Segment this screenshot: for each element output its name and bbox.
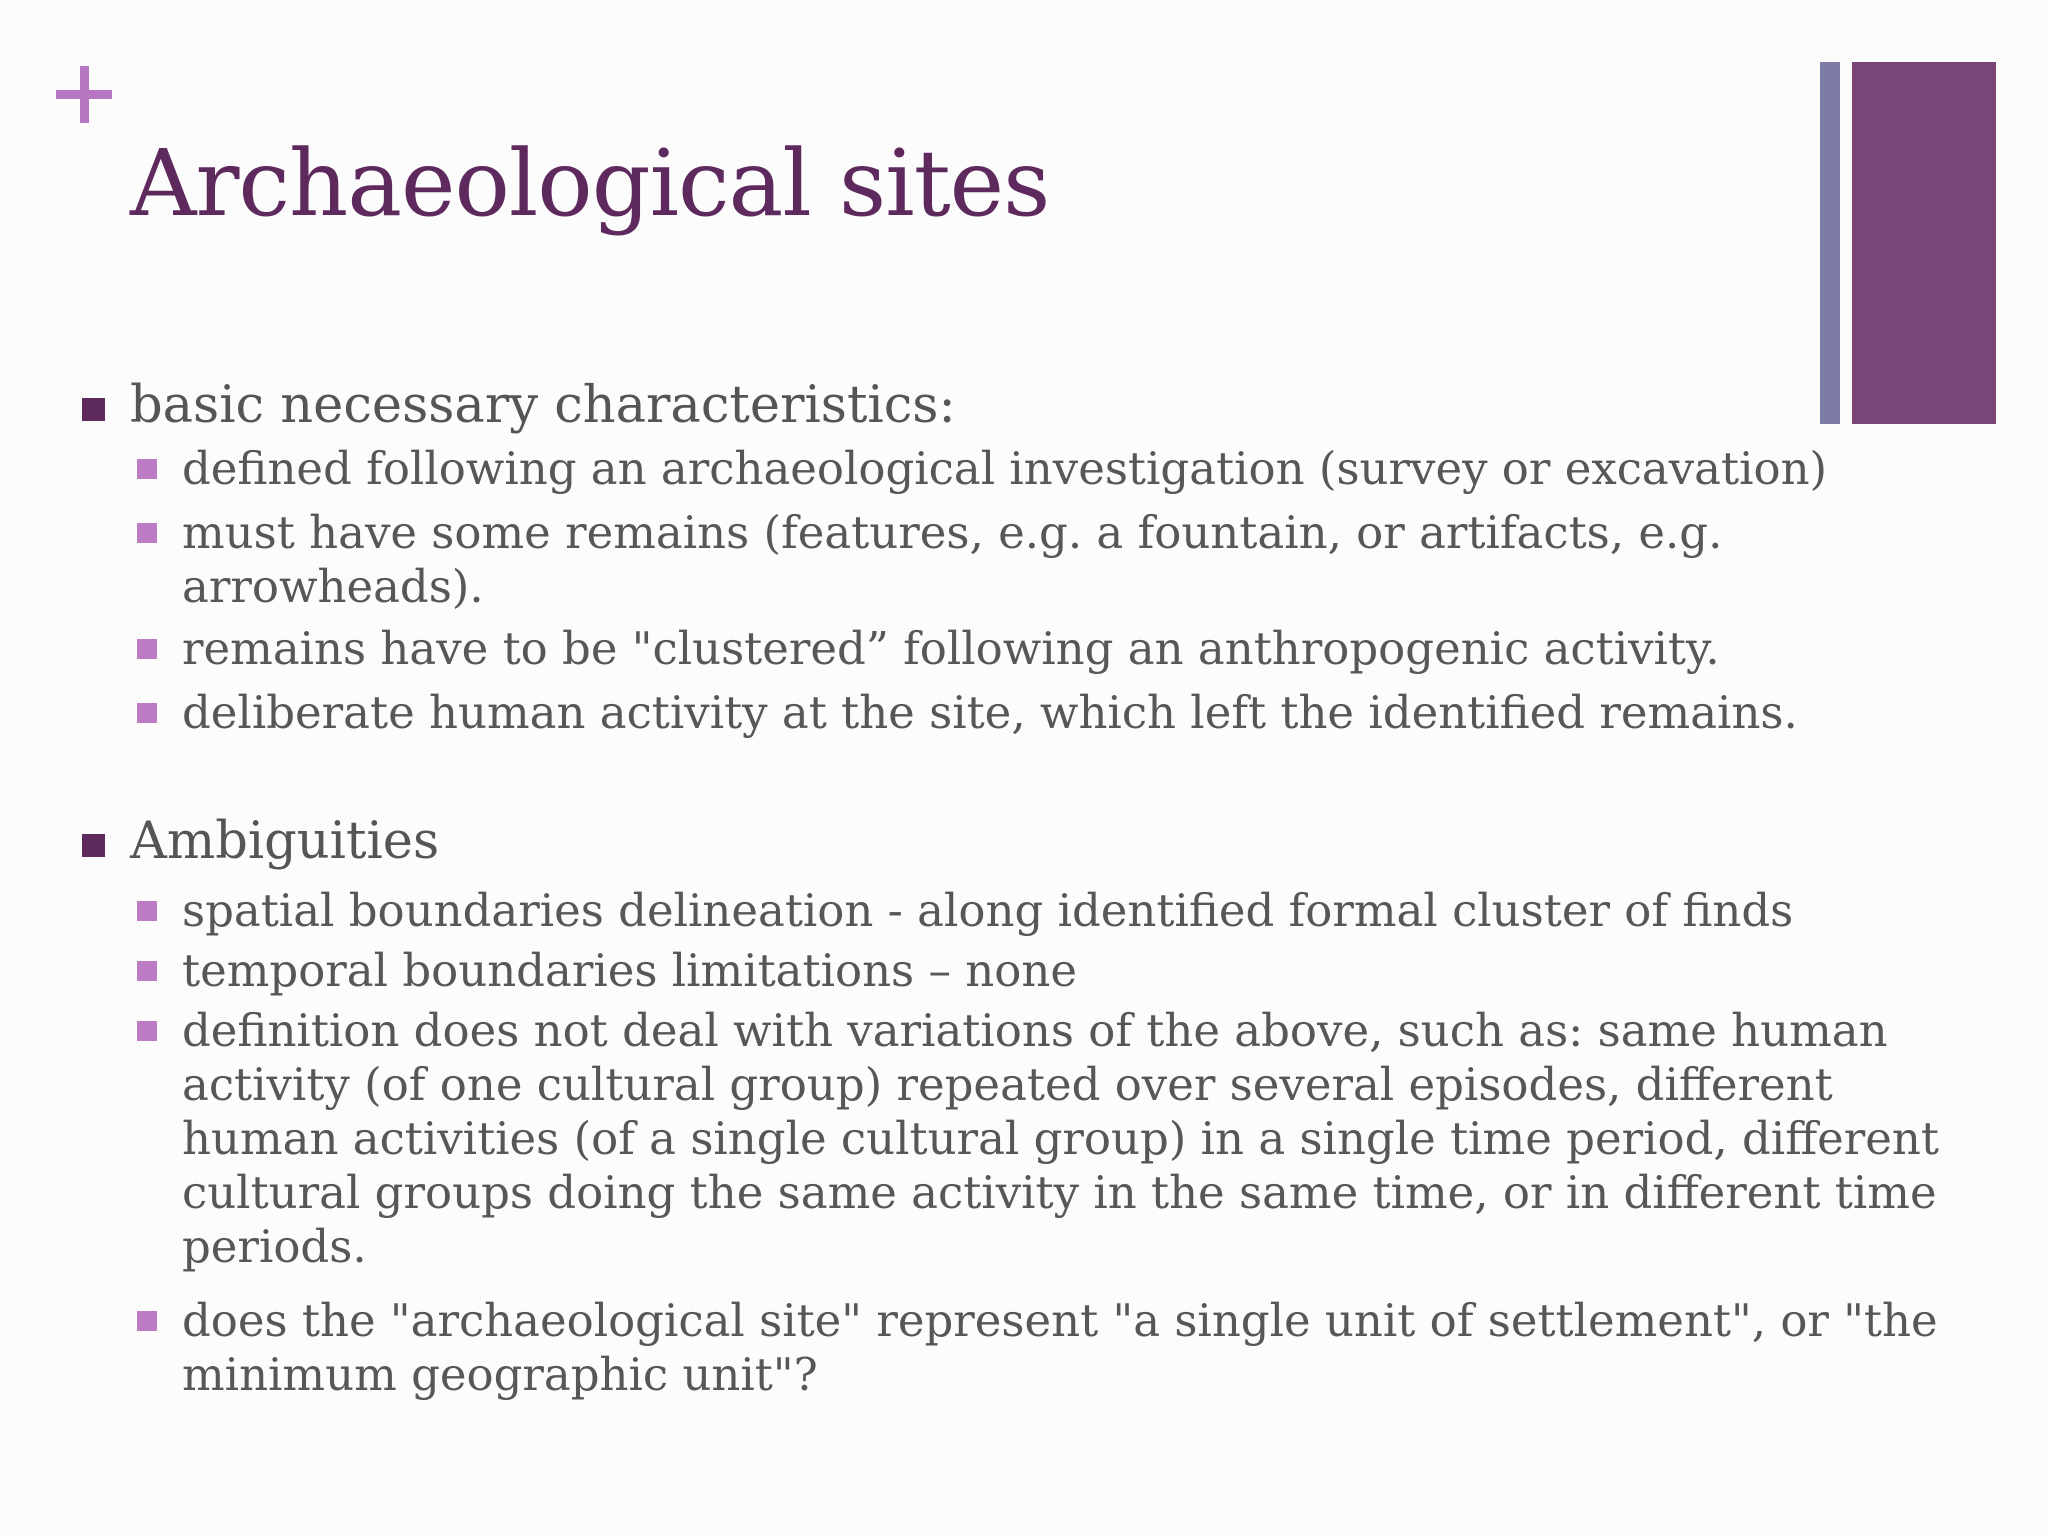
square-bullet-icon bbox=[82, 834, 105, 857]
square-bullet-icon bbox=[82, 398, 105, 421]
list-item-text: remains have to be "clustered” following an anthropogenic activity. bbox=[182, 622, 1720, 675]
square-bullet-icon bbox=[137, 639, 157, 659]
list-item-text: spatial boundaries delineation - along identified formal cluster of finds bbox=[182, 884, 1794, 937]
section-heading-text: Ambiguities bbox=[130, 812, 440, 871]
list-item-text: does the "archaeological site" represent "a single unit of settlement", or "the minimum geographic unit"? bbox=[182, 1294, 1938, 1401]
list-item bbox=[182, 1004, 2002, 1274]
list-item-text: temporal boundaries limitations – none bbox=[182, 944, 1077, 997]
section-heading bbox=[130, 376, 956, 436]
square-bullet-icon bbox=[137, 703, 157, 723]
square-bullet-icon bbox=[137, 961, 157, 981]
list-item bbox=[182, 1294, 2002, 1402]
list-item bbox=[182, 884, 2002, 938]
square-bullet-icon bbox=[137, 1311, 157, 1331]
list-item bbox=[182, 686, 2002, 740]
list-item bbox=[182, 506, 2002, 614]
list-item bbox=[182, 442, 2002, 496]
section-heading-text: basic necessary characteristics: bbox=[130, 376, 956, 435]
list-item-text: definition does not deal with variations of the above, such as: same human activity (of one cultural group) repeated over several episodes, different human activities (of a single cultural group) in a single time period, different cultural groups doing the same activity in the same time, or in different time periods. bbox=[182, 1004, 1939, 1273]
slide-title: Archaeological sites bbox=[130, 130, 1050, 237]
list-item-text: defined following an archaeological investigation (survey or excavation) bbox=[182, 442, 1828, 495]
list-item-text: deliberate human activity at the site, which left the identified remains. bbox=[182, 686, 1798, 739]
plus-icon bbox=[52, 64, 116, 128]
section-heading bbox=[130, 812, 439, 872]
accent-bar-wide bbox=[1852, 62, 1996, 424]
accent-bar-thin bbox=[1820, 62, 1840, 424]
square-bullet-icon bbox=[137, 1021, 157, 1041]
square-bullet-icon bbox=[137, 523, 157, 543]
square-bullet-icon bbox=[137, 459, 157, 479]
list-item bbox=[182, 622, 2002, 676]
square-bullet-icon bbox=[137, 901, 157, 921]
list-item-text: must have some remains (features, e.g. a fountain, or artifacts, e.g. arrowheads). bbox=[182, 506, 1723, 613]
list-item bbox=[182, 944, 2002, 998]
